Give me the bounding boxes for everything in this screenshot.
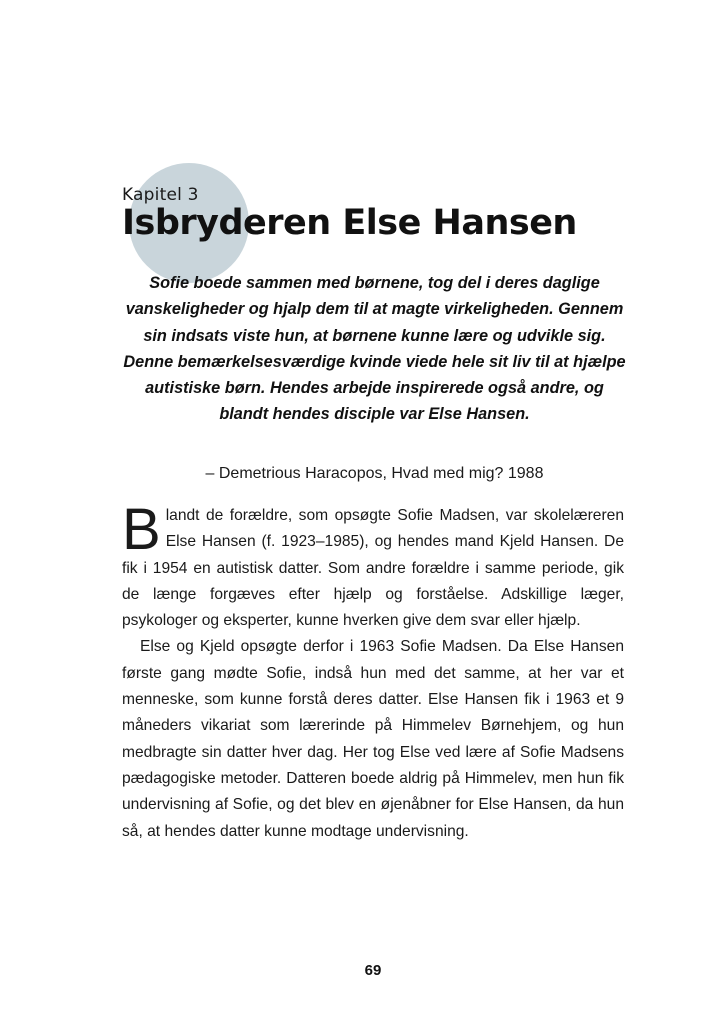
dropcap-letter: B <box>122 497 161 562</box>
page-number: 69 <box>364 962 382 979</box>
paragraph-1 <box>122 497 624 634</box>
paragraph-2: Else og Kjeld opsøgte derfor i 1963 Sofie Madsen. Da Else Hansen første gang mødte Sofie, indså hun med det samme, at her var et menneske, som kunne forstå deres datter. Else Hansen fik i 1963 et 9 måneders vikariat som lærerinde på Himmelev Børnehjem, og hun medbragte sin datter hver dag. Her tog Else ved lære af Sofie Madsens pædagogiske metoder. Datteren boede aldrig på Himmelev, men hun fik undervisning af Sofie, og det blev en øjenåbner for Else Hansen, da hun så, at hendes datter kunne modtage undervisning. <box>122 638 624 840</box>
chapter-label: Kapitel 3 <box>122 185 199 205</box>
chapter-title: Isbryderen Else Hansen <box>122 203 577 243</box>
epigraph-attribution: – Demetrious Haracopos, Hvad med mig? 1988 <box>205 465 544 482</box>
epigraph-quote: Sofie boede sammen med børnene, tog del i deres daglige vanskeligheder og hjalp dem til at magte virkeligheden. Gennem sin indsats viste hun, at børnene kunne lære og udvikle sig. Denne bemærkelsesværdige kvinde viede hele sit liv til at hjælpe autistiske børn. Hendes arbejde inspirerede også andre, og blandt hendes disciple var Else Hansen. <box>123 274 626 424</box>
body-text <box>122 497 624 845</box>
paragraph-1-text: landt de forældre, som opsøgte Sofie Madsen, var skolelæreren Else Hansen (f. 1923–1985), og hendes mand Kjeld Hansen. De fik i 1954 en autistisk datter. Som andre forældre i samme periode, gik de længe forgæves efter hjælp og forståelse. Adskillige læger, psykologer og eksperter, kunne hverken give dem svar eller hjælp. <box>122 507 624 630</box>
